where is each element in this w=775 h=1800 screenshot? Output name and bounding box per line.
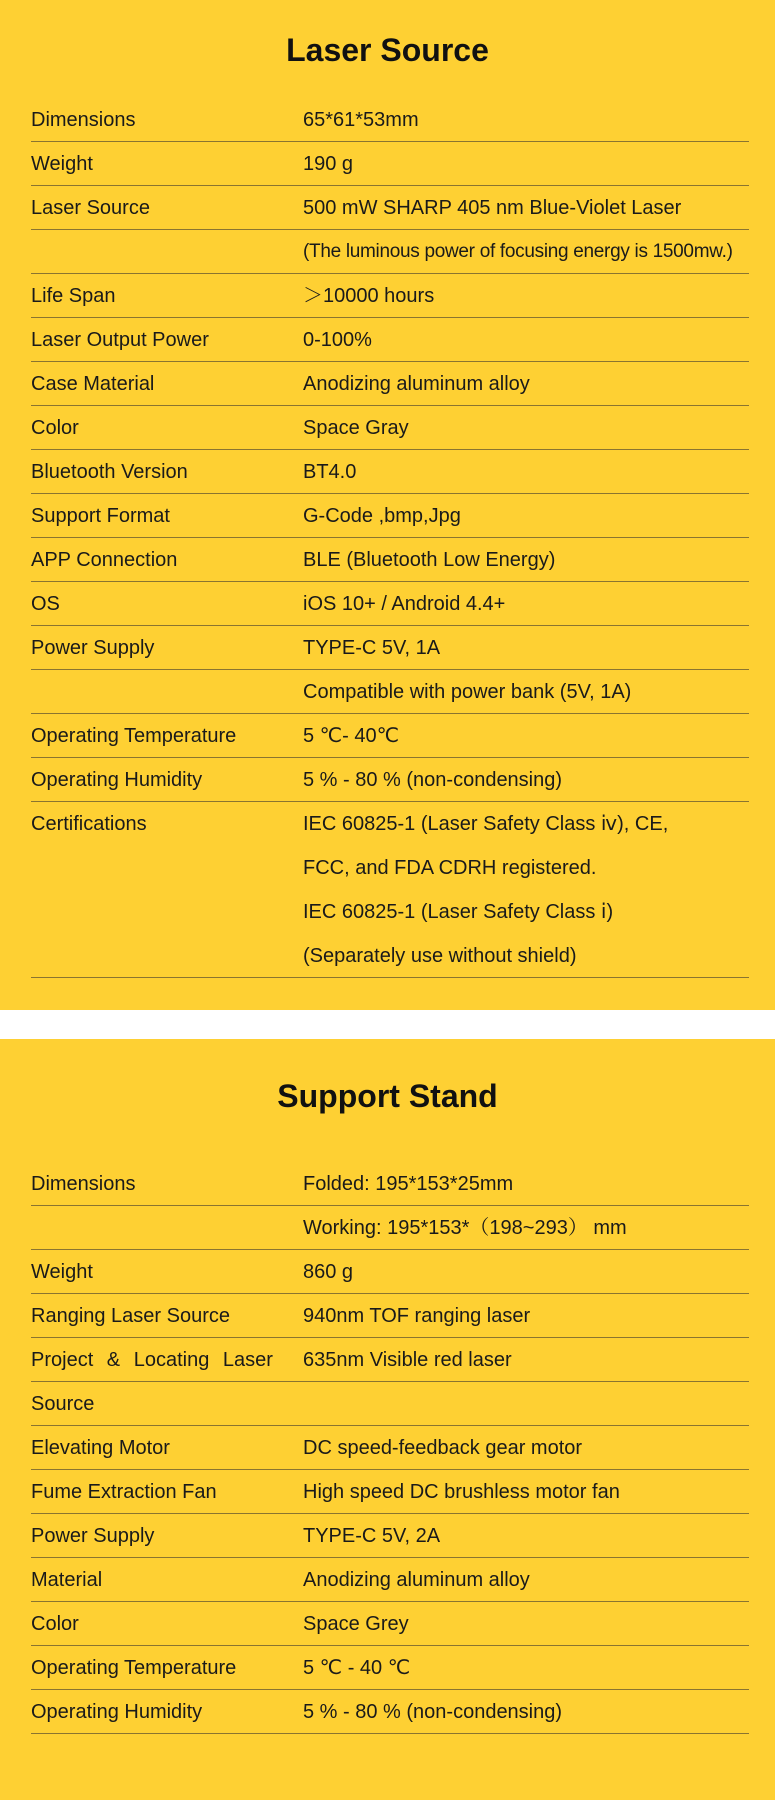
spec-row [31,1338,749,1382]
spec-value: Anodizing aluminum alloy [303,373,530,395]
spec-value: Space Grey [303,1613,409,1635]
spec-value: Working: 195*153*（198~293） mm [303,1217,627,1239]
spec-value: 0-100% [303,329,372,351]
spec-value: Anodizing aluminum alloy [303,1569,530,1591]
spec-label: Operating Temperature [31,725,237,747]
spec-row [31,538,749,582]
spec-label: Life Span [31,285,116,307]
spec-value: FCC, and FDA CDRH registered. [303,857,597,879]
spec-label: Project & Locating Laser [31,1349,273,1371]
spec-label: OS [31,593,60,615]
spec-row [31,142,749,186]
spec-value: 5 ℃- 40℃ [303,725,400,747]
spec-row [31,406,749,450]
spec-label: Laser Source [31,197,150,219]
spec-row [31,494,749,538]
spec-label: Ranging Laser Source [31,1305,231,1327]
spec-label: Weight [31,153,93,175]
spec-row [31,1162,749,1206]
spec-value: (The luminous power of focusing energy is 1500mw.) [303,241,733,262]
spec-row [31,890,749,934]
spec-label: Weight [31,1261,93,1283]
spec-value: IEC 60825-1 (Laser Safety Class ⅳ), CE, [303,813,669,835]
spec-value: 860 g [303,1261,354,1283]
spec-label: Power Supply [31,1525,155,1547]
spec-label: Support Format [31,505,170,527]
spec-value: 500 mW SHARP 405 nm Blue-Violet Laser [303,197,682,219]
spec-label: APP Connection [31,549,178,571]
spec-value: ＞10000 hours [303,285,435,307]
support-stand-spec-table [31,1162,749,1734]
spec-row [31,846,749,890]
spec-row [31,1558,749,1602]
spec-row [31,1646,749,1690]
spec-label: Operating Temperature [31,1657,237,1679]
spec-label: Operating Humidity [31,1701,203,1723]
spec-value: 940nm TOF ranging laser [303,1305,531,1327]
spec-value: 65*61*53mm [303,109,419,131]
spec-label: Elevating Motor [31,1437,170,1459]
laser-source-title: Laser Source [286,32,489,68]
spec-row [31,582,749,626]
spec-row [31,714,749,758]
spec-value: BT4.0 [303,461,357,483]
spec-value: Space Gray [303,417,409,439]
spec-value: TYPE-C 5V, 1A [303,637,441,659]
spec-value: 5 % - 80 % (non-condensing) [303,1701,563,1723]
spec-label: Color [31,1613,79,1635]
spec-value: Compatible with power bank (5V, 1A) [303,681,632,703]
spec-label: Dimensions [31,109,136,131]
spec-value: IEC 60825-1 (Laser Safety Class ⅰ) [303,901,614,923]
spec-row [31,1382,749,1426]
spec-label: Bluetooth Version [31,461,188,483]
spec-row [31,274,749,318]
spec-value: DC speed-feedback gear motor [303,1437,583,1459]
spec-value: 5 ℃ - 40 ℃ [303,1657,411,1679]
spec-row [31,230,749,274]
spec-row [31,758,749,802]
spec-row [31,934,749,978]
spec-label: Source [31,1393,95,1415]
spec-label: Material [31,1569,103,1591]
spec-row [31,362,749,406]
spec-value: Folded: 195*153*25mm [303,1173,514,1195]
spec-value: 635nm Visible red laser [303,1349,512,1371]
spec-value: 5 % - 80 % (non-condensing) [303,769,563,791]
spec-label: Case Material [31,373,155,395]
spec-label: Laser Output Power [31,329,209,351]
spec-label: Operating Humidity [31,769,203,791]
spec-value: TYPE-C 5V, 2A [303,1525,441,1547]
spec-label: Fume Extraction Fan [31,1481,217,1503]
spec-value: High speed DC brushless motor fan [303,1481,620,1503]
spec-label: Power Supply [31,637,155,659]
spec-row [31,1206,749,1250]
support-stand-title: Support Stand [277,1078,498,1114]
spec-value: G-Code ,bmp,Jpg [303,505,461,527]
spec-row [31,318,749,362]
spec-row [31,186,749,230]
spec-value: iOS 10+ / Android 4.4+ [303,593,506,615]
spec-row [31,1250,749,1294]
spec-row [31,670,749,714]
spec-row [31,1294,749,1338]
spec-row [31,626,749,670]
spec-row [31,1602,749,1646]
spec-row [31,1470,749,1514]
spec-row [31,1426,749,1470]
laser-source-spec-table [31,98,749,978]
spec-row [31,450,749,494]
spec-row [31,802,749,846]
spec-value: (Separately use without shield) [303,945,577,967]
spec-value: BLE (Bluetooth Low Energy) [303,549,556,571]
spec-row [31,98,749,142]
spec-value: 190 g [303,153,354,175]
spec-label: Color [31,417,79,439]
spec-label: Certifications [31,813,147,835]
spec-label: Dimensions [31,1173,136,1195]
spec-row [31,1690,749,1734]
spec-row [31,1514,749,1558]
